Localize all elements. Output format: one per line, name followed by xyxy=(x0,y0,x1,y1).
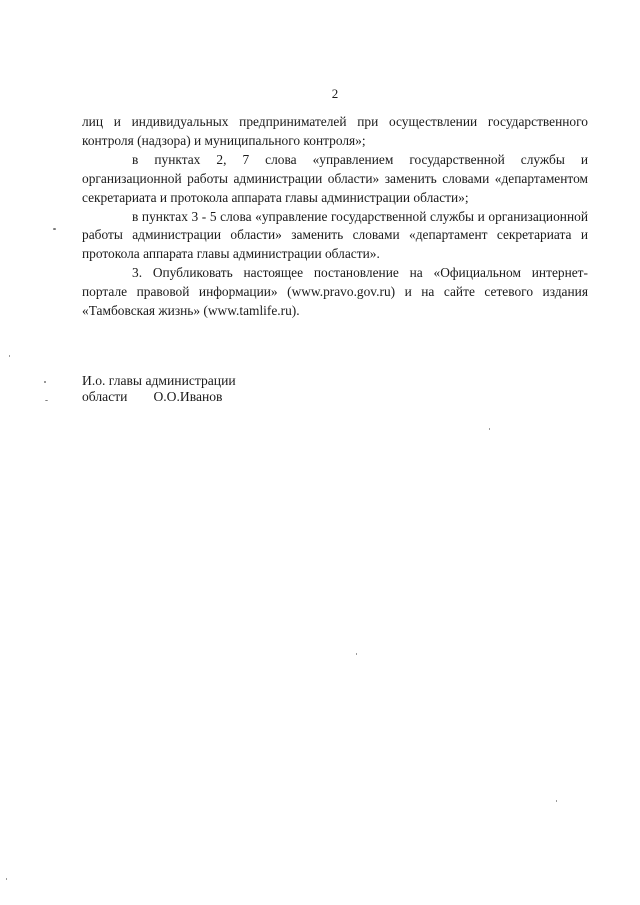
signatory-region: области xyxy=(82,388,128,404)
scan-speck xyxy=(556,800,557,802)
paragraph-publication: 3. Опубликовать настоящее постановление на «Официальном интернет-портале правовой информации» (www.pravo.gov.ru) и на сайте сетевого издания «Тамбовская жизнь» (www.tamlife.ru). xyxy=(82,265,588,319)
paragraph-points-3-5: в пунктах 3 - 5 слова «управление государственной службы и организационной работы администрации области» заменить словами «департамент секретариата и протокола аппарата главы администрации области». xyxy=(82,208,588,262)
signatory-region-and-name xyxy=(82,389,236,405)
paragraph-points-2-7: в пунктах 2, 7 слова «управлением государственной службы и организационной работы администрации области» заменить словами «департаментом секретариата и протокола аппарата главы администрации области»; xyxy=(82,151,588,205)
paragraph-continuation: лиц и индивидуальных предпринимателей при осуществлении государственного контроля (надзора) и муниципального контроля»; xyxy=(82,114,588,148)
scan-speck xyxy=(53,228,56,230)
scan-speck xyxy=(6,878,7,880)
scan-speck xyxy=(9,355,10,357)
scan-speck xyxy=(356,653,357,655)
scan-speck xyxy=(44,381,46,383)
document-body xyxy=(82,113,588,321)
scan-speck xyxy=(489,428,490,430)
signature-block xyxy=(82,373,236,404)
signatory-title: И.о. главы администрации xyxy=(82,373,236,388)
scan-speck xyxy=(45,400,48,401)
signatory-name: О.О.Иванов xyxy=(153,388,223,404)
page-number: 2 xyxy=(331,86,339,101)
